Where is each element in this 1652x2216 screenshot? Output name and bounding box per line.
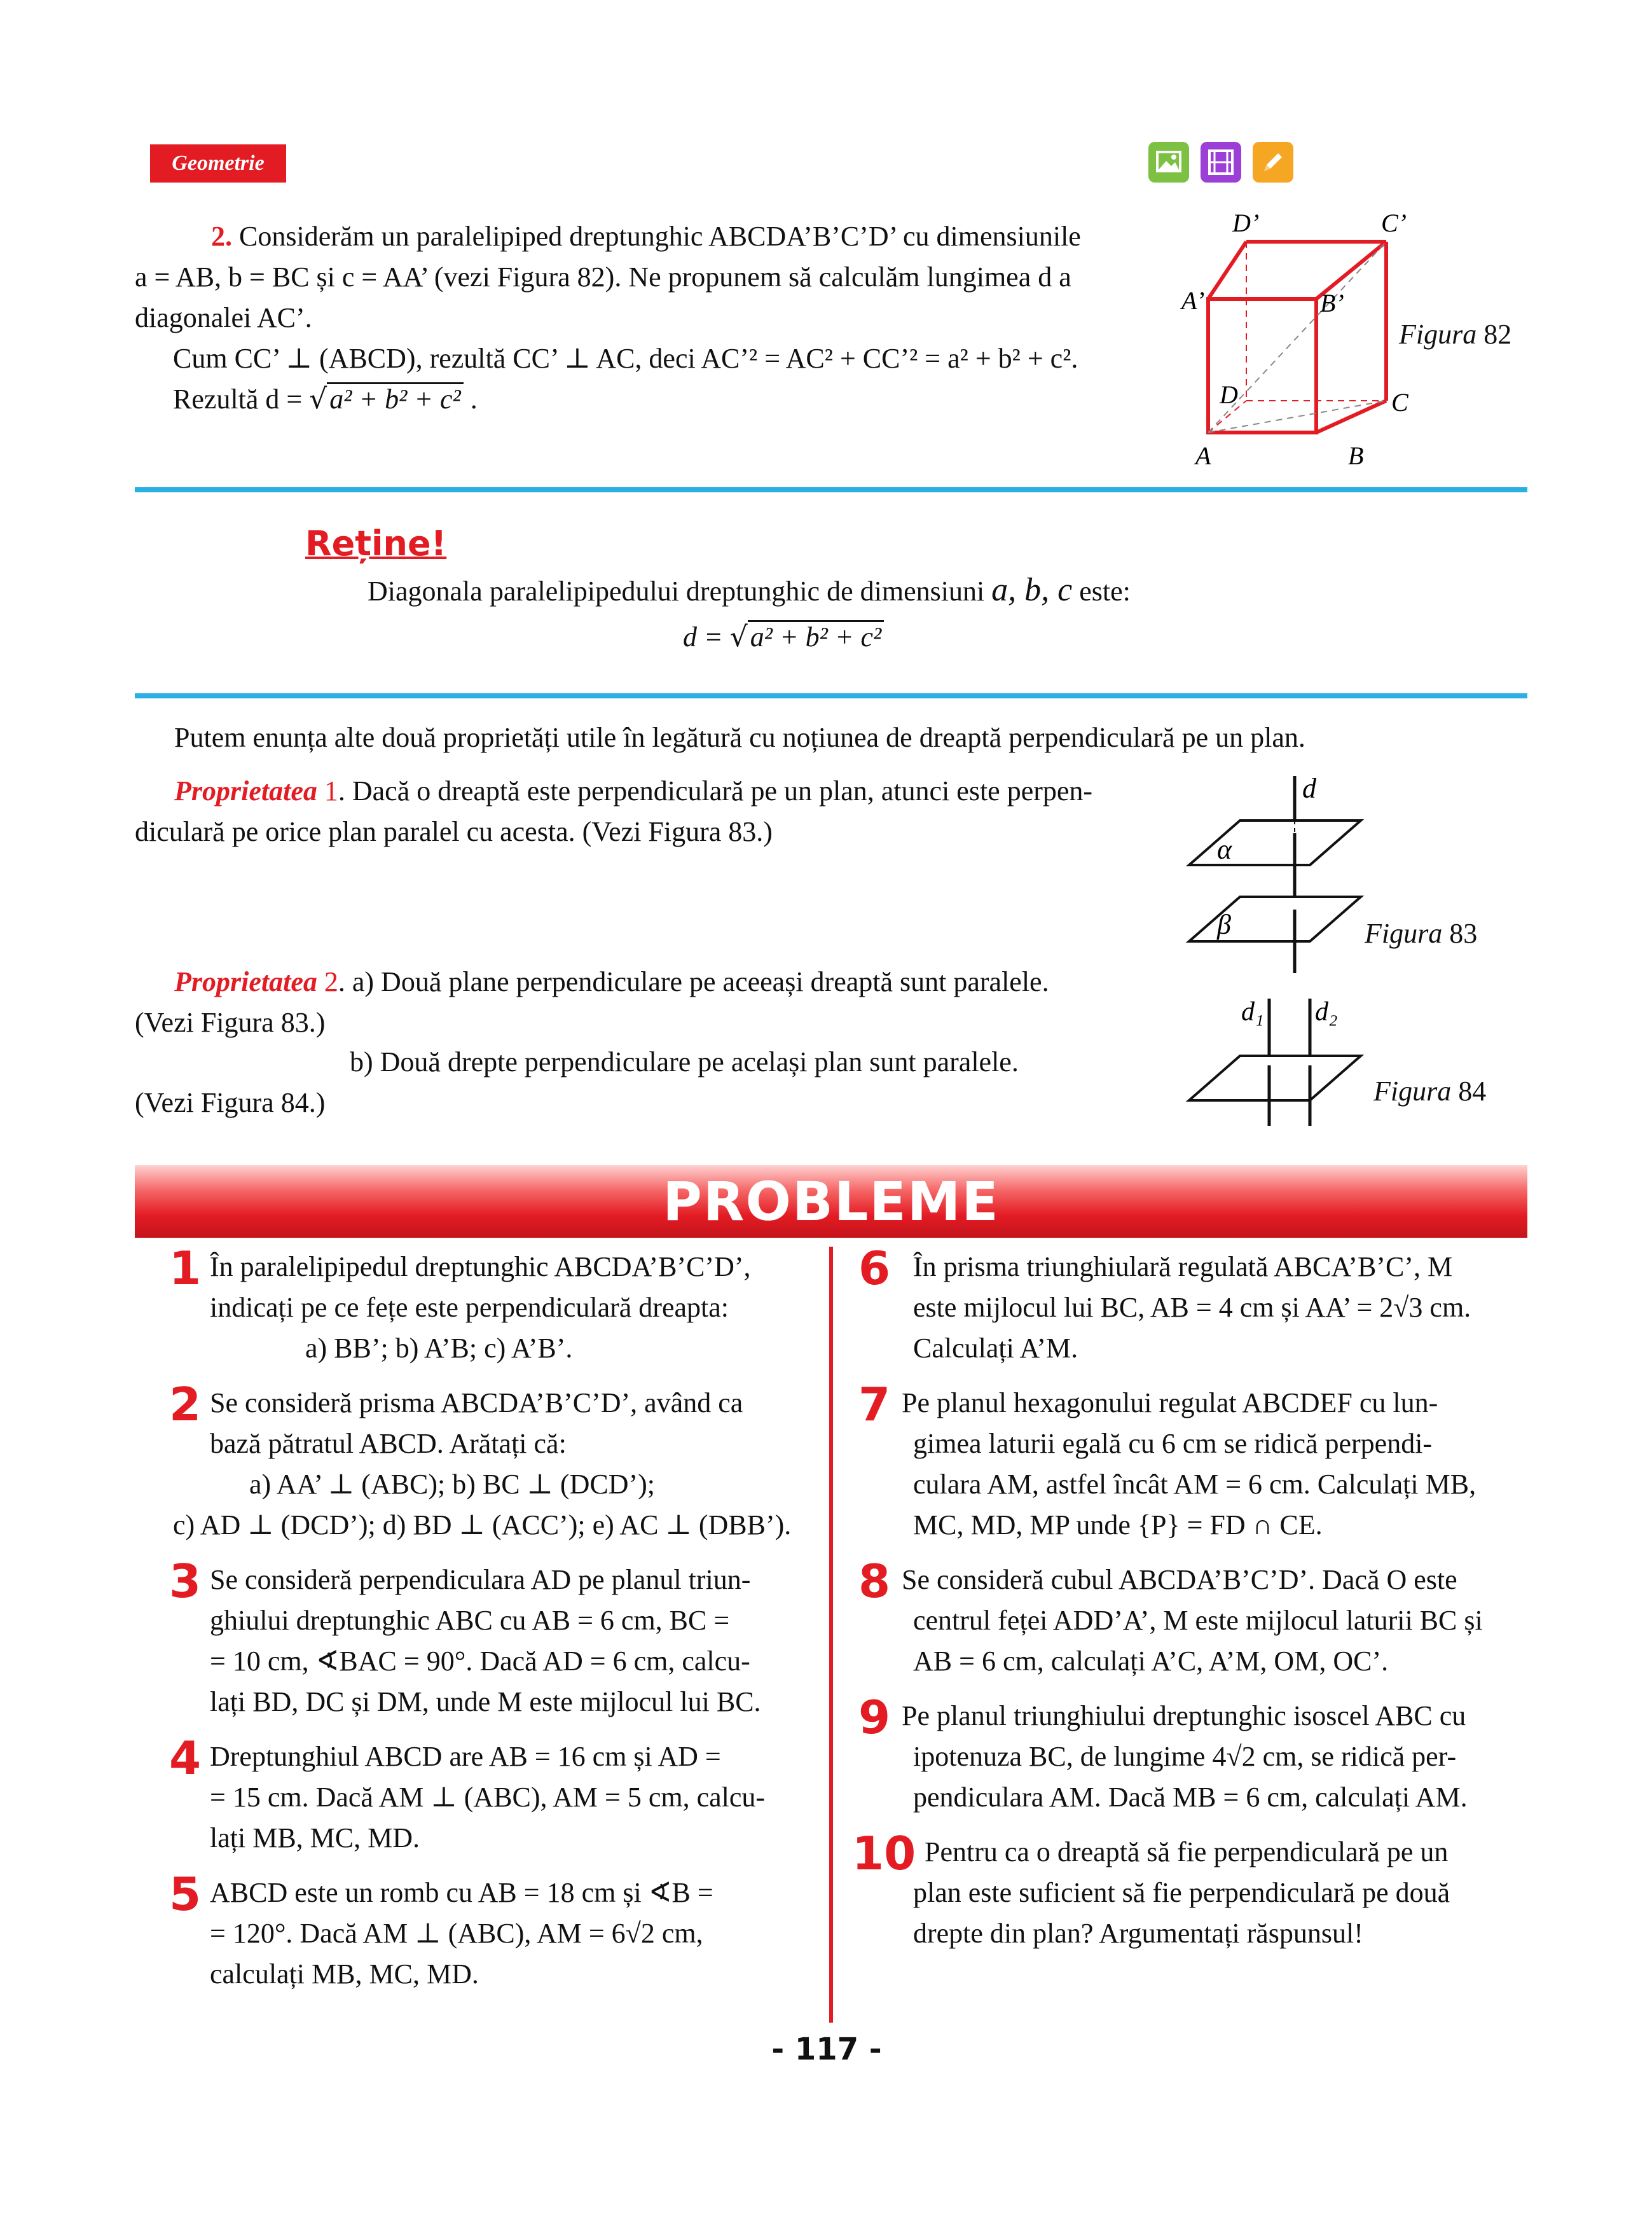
problem-line: Se consideră prisma ABCDA’B’C’D’, având ca bbox=[210, 1387, 743, 1418]
prop1-line2: diculară pe orice plan paralel cu acesta. (Vezi Figura 83.) bbox=[135, 816, 773, 847]
label-A-prime: A’ bbox=[1181, 286, 1205, 315]
caption-word: Figura bbox=[1399, 319, 1477, 350]
problem-line: a) BB’; b) A’B; c) A’B’. bbox=[305, 1333, 573, 1364]
retine-end: este: bbox=[1072, 576, 1131, 607]
prop2-num: 2 bbox=[324, 966, 338, 997]
section-tag: Geometrie bbox=[150, 144, 286, 183]
figure-83-caption bbox=[1365, 917, 1477, 950]
problem-2 bbox=[135, 1378, 809, 1546]
problem-line: ABCD este un romb cu AB = 18 cm și ∢B = bbox=[210, 1877, 713, 1908]
intro-text: Putem enunța alte două proprietăți utile în legătură cu noțiunea de dreaptă perpendiculară pe un plan. bbox=[174, 722, 1305, 753]
example-line-5: Rezultă d = bbox=[173, 384, 303, 415]
label-B-prime: B’ bbox=[1320, 289, 1344, 317]
problem-line: bază pătratul ABCD. Arătați că: bbox=[210, 1428, 567, 1459]
problem-line: c) AD ⊥ (DCD’); d) BD ⊥ (ACC’); e) AC ⊥ (DBB’). bbox=[173, 1509, 792, 1541]
problem-line: ipotenuza BC, de lungime 4√2 cm, se ridică per- bbox=[913, 1741, 1457, 1772]
problem-6 bbox=[852, 1242, 1526, 1369]
pencil-icon[interactable] bbox=[1253, 142, 1293, 183]
label-A: A bbox=[1195, 441, 1211, 470]
problem-5 bbox=[135, 1867, 809, 1995]
label-d1: d₁ bbox=[1241, 997, 1264, 1027]
formula-radicand: a² + b² + c² bbox=[748, 620, 885, 653]
problem-9 bbox=[852, 1691, 1526, 1818]
prop1-num: 1 bbox=[324, 775, 338, 807]
problem-number: 10 bbox=[852, 1827, 916, 1880]
page-number: - 117 - bbox=[771, 2032, 882, 2067]
problem-line: centrul feței ADD’A’, M este mijlocul laturii BC și bbox=[913, 1605, 1483, 1636]
label-D: D bbox=[1220, 380, 1238, 409]
problem-number: 5 bbox=[169, 1867, 202, 1921]
prop2-b-ref: (Vezi Figura 84.) bbox=[135, 1087, 326, 1118]
figure-82-caption bbox=[1399, 318, 1511, 350]
caption-num: 84 bbox=[1458, 1076, 1487, 1107]
label-C: C bbox=[1391, 388, 1408, 417]
problem-line: = 15 cm. Dacă AM ⊥ (ABC), AM = 5 cm, calcu- bbox=[210, 1782, 766, 1813]
problem-line: culara AM, astfel încât AM = 6 cm. Calculați MB, bbox=[913, 1469, 1476, 1500]
caption-num: 83 bbox=[1449, 918, 1478, 949]
retine-sentence bbox=[368, 570, 1131, 612]
divider-bottom bbox=[135, 693, 1527, 698]
problem-number: 3 bbox=[169, 1555, 202, 1608]
problem-line: Dreptunghiul ABCD are AB = 16 cm și AD = bbox=[210, 1741, 721, 1772]
retine-text: Diagonala paralelipipedului dreptunghic de dimensiuni bbox=[368, 576, 992, 607]
prop1-line1: . Dacă o dreaptă este perpendiculară pe un plan, atunci este perpen- bbox=[338, 775, 1093, 807]
retine-dims: a, b, c bbox=[991, 572, 1073, 608]
problem-line: Pe planul triunghiului dreptunghic isoscel ABC cu bbox=[902, 1700, 1466, 1731]
problem-line: plan este suficient să fie perpendiculară pe două bbox=[913, 1877, 1450, 1908]
caption-num: 82 bbox=[1483, 319, 1512, 350]
label-D-prime: D’ bbox=[1232, 209, 1260, 237]
problem-line: ghiului dreptunghic ABC cu AB = 6 cm, BC = bbox=[210, 1605, 730, 1636]
caption-word: Figura bbox=[1373, 1076, 1452, 1107]
problem-line: În prisma triunghiulară regulată ABCA’B’C’, M bbox=[913, 1251, 1453, 1282]
problem-line: Se consideră perpendiculara AD pe planul triun- bbox=[210, 1564, 751, 1595]
example-number: 2. bbox=[211, 221, 232, 252]
label-d: d bbox=[1302, 773, 1316, 804]
problem-line: drepte din plan? Argumentați răspunsul! bbox=[913, 1918, 1363, 1949]
problem-line: este mijlocul lui BC, AB = 4 cm și AA’ = 2√3 cm. bbox=[913, 1292, 1471, 1323]
problem-line: lați BD, DC și DM, unde M este mijlocul lui BC. bbox=[210, 1686, 761, 1717]
caption-word: Figura bbox=[1365, 918, 1443, 949]
prop1-label: Proprietatea bbox=[174, 775, 317, 807]
problems-left bbox=[135, 1242, 809, 1995]
problem-line: indicați pe ce fețe este perpendiculară dreapta: bbox=[210, 1292, 729, 1323]
formula-lhs: d = bbox=[683, 621, 723, 653]
column-divider bbox=[829, 1247, 833, 2023]
example-line-4: Cum CC’ ⊥ (ABCD), rezultă CC’ ⊥ AC, deci AC’² = AC² + CC’² = a² + b² + c². bbox=[173, 343, 1078, 374]
problem-line: În paralelipipedul dreptunghic ABCDA’B’C’D’, bbox=[210, 1251, 751, 1282]
problem-line: Calculați A’M. bbox=[913, 1333, 1078, 1364]
film-icon[interactable] bbox=[1201, 142, 1241, 183]
label-d2: d₂ bbox=[1315, 997, 1338, 1027]
problem-number: 8 bbox=[858, 1555, 891, 1608]
sqrt-icon: √ bbox=[309, 383, 327, 415]
property-2 bbox=[135, 962, 1203, 1123]
problem-3 bbox=[135, 1555, 809, 1722]
problem-number: 7 bbox=[858, 1378, 891, 1431]
example-line-1: Considerăm un paralelipiped dreptunghic ABCDA’B’C’D’ cu dimensiunile bbox=[239, 221, 1081, 252]
problem-line: Se consideră cubul ABCDA’B’C’D’. Dacă O este bbox=[902, 1564, 1457, 1595]
property-1 bbox=[135, 771, 1203, 852]
problem-line: = 10 cm, ∢BAC = 90°. Dacă AD = 6 cm, calcu- bbox=[210, 1645, 750, 1677]
problem-number: 1 bbox=[169, 1242, 202, 1295]
problem-number: 9 bbox=[858, 1691, 891, 1744]
retine-title: Reține! bbox=[305, 523, 447, 564]
probleme-title: PROBLEME bbox=[663, 1170, 1000, 1233]
label-alpha: α bbox=[1217, 834, 1232, 865]
result-radicand: a² + b² + c² bbox=[327, 382, 464, 415]
problem-1 bbox=[135, 1242, 809, 1369]
problem-7 bbox=[852, 1378, 1526, 1546]
example-line-3: diagonalei AC’. bbox=[135, 302, 312, 333]
label-C-prime: C’ bbox=[1381, 209, 1407, 237]
prop2-label: Proprietatea bbox=[174, 966, 317, 997]
figure-84 bbox=[1183, 992, 1513, 1132]
prop2-a-ref: (Vezi Figura 83.) bbox=[135, 1007, 326, 1038]
problem-line: AB = 6 cm, calculați A’C, A’M, OM, OC’. bbox=[913, 1645, 1389, 1677]
label-B: B bbox=[1348, 441, 1364, 470]
problem-line: MC, MD, MP unde {P} = FD ∩ CE. bbox=[913, 1509, 1323, 1541]
problem-number: 2 bbox=[169, 1378, 202, 1431]
prop2-b: b) Două drepte perpendiculare pe același plan sunt paralele. bbox=[350, 1046, 1019, 1077]
problem-line: calculați MB, MC, MD. bbox=[210, 1958, 479, 1990]
example-line-2: a = AB, b = BC și c = AA’ (vezi Figura 82). Ne propunem să calculăm lungimea d a bbox=[135, 261, 1071, 293]
problem-line: Pe planul hexagonului regulat ABCDEF cu lun- bbox=[902, 1387, 1438, 1418]
divider-top bbox=[135, 487, 1527, 492]
problem-8 bbox=[852, 1555, 1526, 1682]
label-beta: β bbox=[1217, 909, 1231, 940]
image-icon[interactable] bbox=[1148, 142, 1189, 183]
prop2-a: . a) Două plane perpendiculare pe aceeași dreaptă sunt paralele. bbox=[338, 966, 1049, 997]
problem-line: gimea laturii egală cu 6 cm se ridică perpendi- bbox=[913, 1428, 1433, 1459]
retine-formula bbox=[683, 617, 884, 658]
problem-4 bbox=[135, 1731, 809, 1859]
problem-10 bbox=[852, 1827, 1526, 1954]
problem-line: lați MB, MC, MD. bbox=[210, 1822, 420, 1853]
problem-line: = 120°. Dacă AM ⊥ (ABC), AM = 6√2 cm, bbox=[210, 1918, 703, 1949]
problem-line: Pentru ca o dreaptă să fie perpendiculară pe un bbox=[925, 1836, 1449, 1867]
problem-line: a) AA’ ⊥ (ABC); b) BC ⊥ (DCD’); bbox=[249, 1469, 655, 1500]
figure-84-caption bbox=[1373, 1075, 1486, 1107]
problem-number: 4 bbox=[169, 1731, 202, 1785]
problem-number: 6 bbox=[858, 1242, 891, 1295]
problems-right bbox=[852, 1242, 1526, 1954]
sqrt-icon: √ bbox=[729, 621, 748, 653]
example-2: 2. Considerăm un paralelipiped dreptunghic ABCDA’B’C’D’ cu dimensiunile a = AB, b = BC și c = AA’ (vezi Figura 82). Ne propunem să calculăm lungimea d a diagonalei AC’. Cum CC’ ⊥ (ABCD), rezultă CC’ ⊥ AC, deci AC’² = AC² + CC’² = a² + b² + c². Rezultă d = √a² + b² + c² . bbox=[135, 216, 1178, 420]
problem-line: pendiculara AM. Dacă MB = 6 cm, calculați AM. bbox=[913, 1782, 1468, 1813]
